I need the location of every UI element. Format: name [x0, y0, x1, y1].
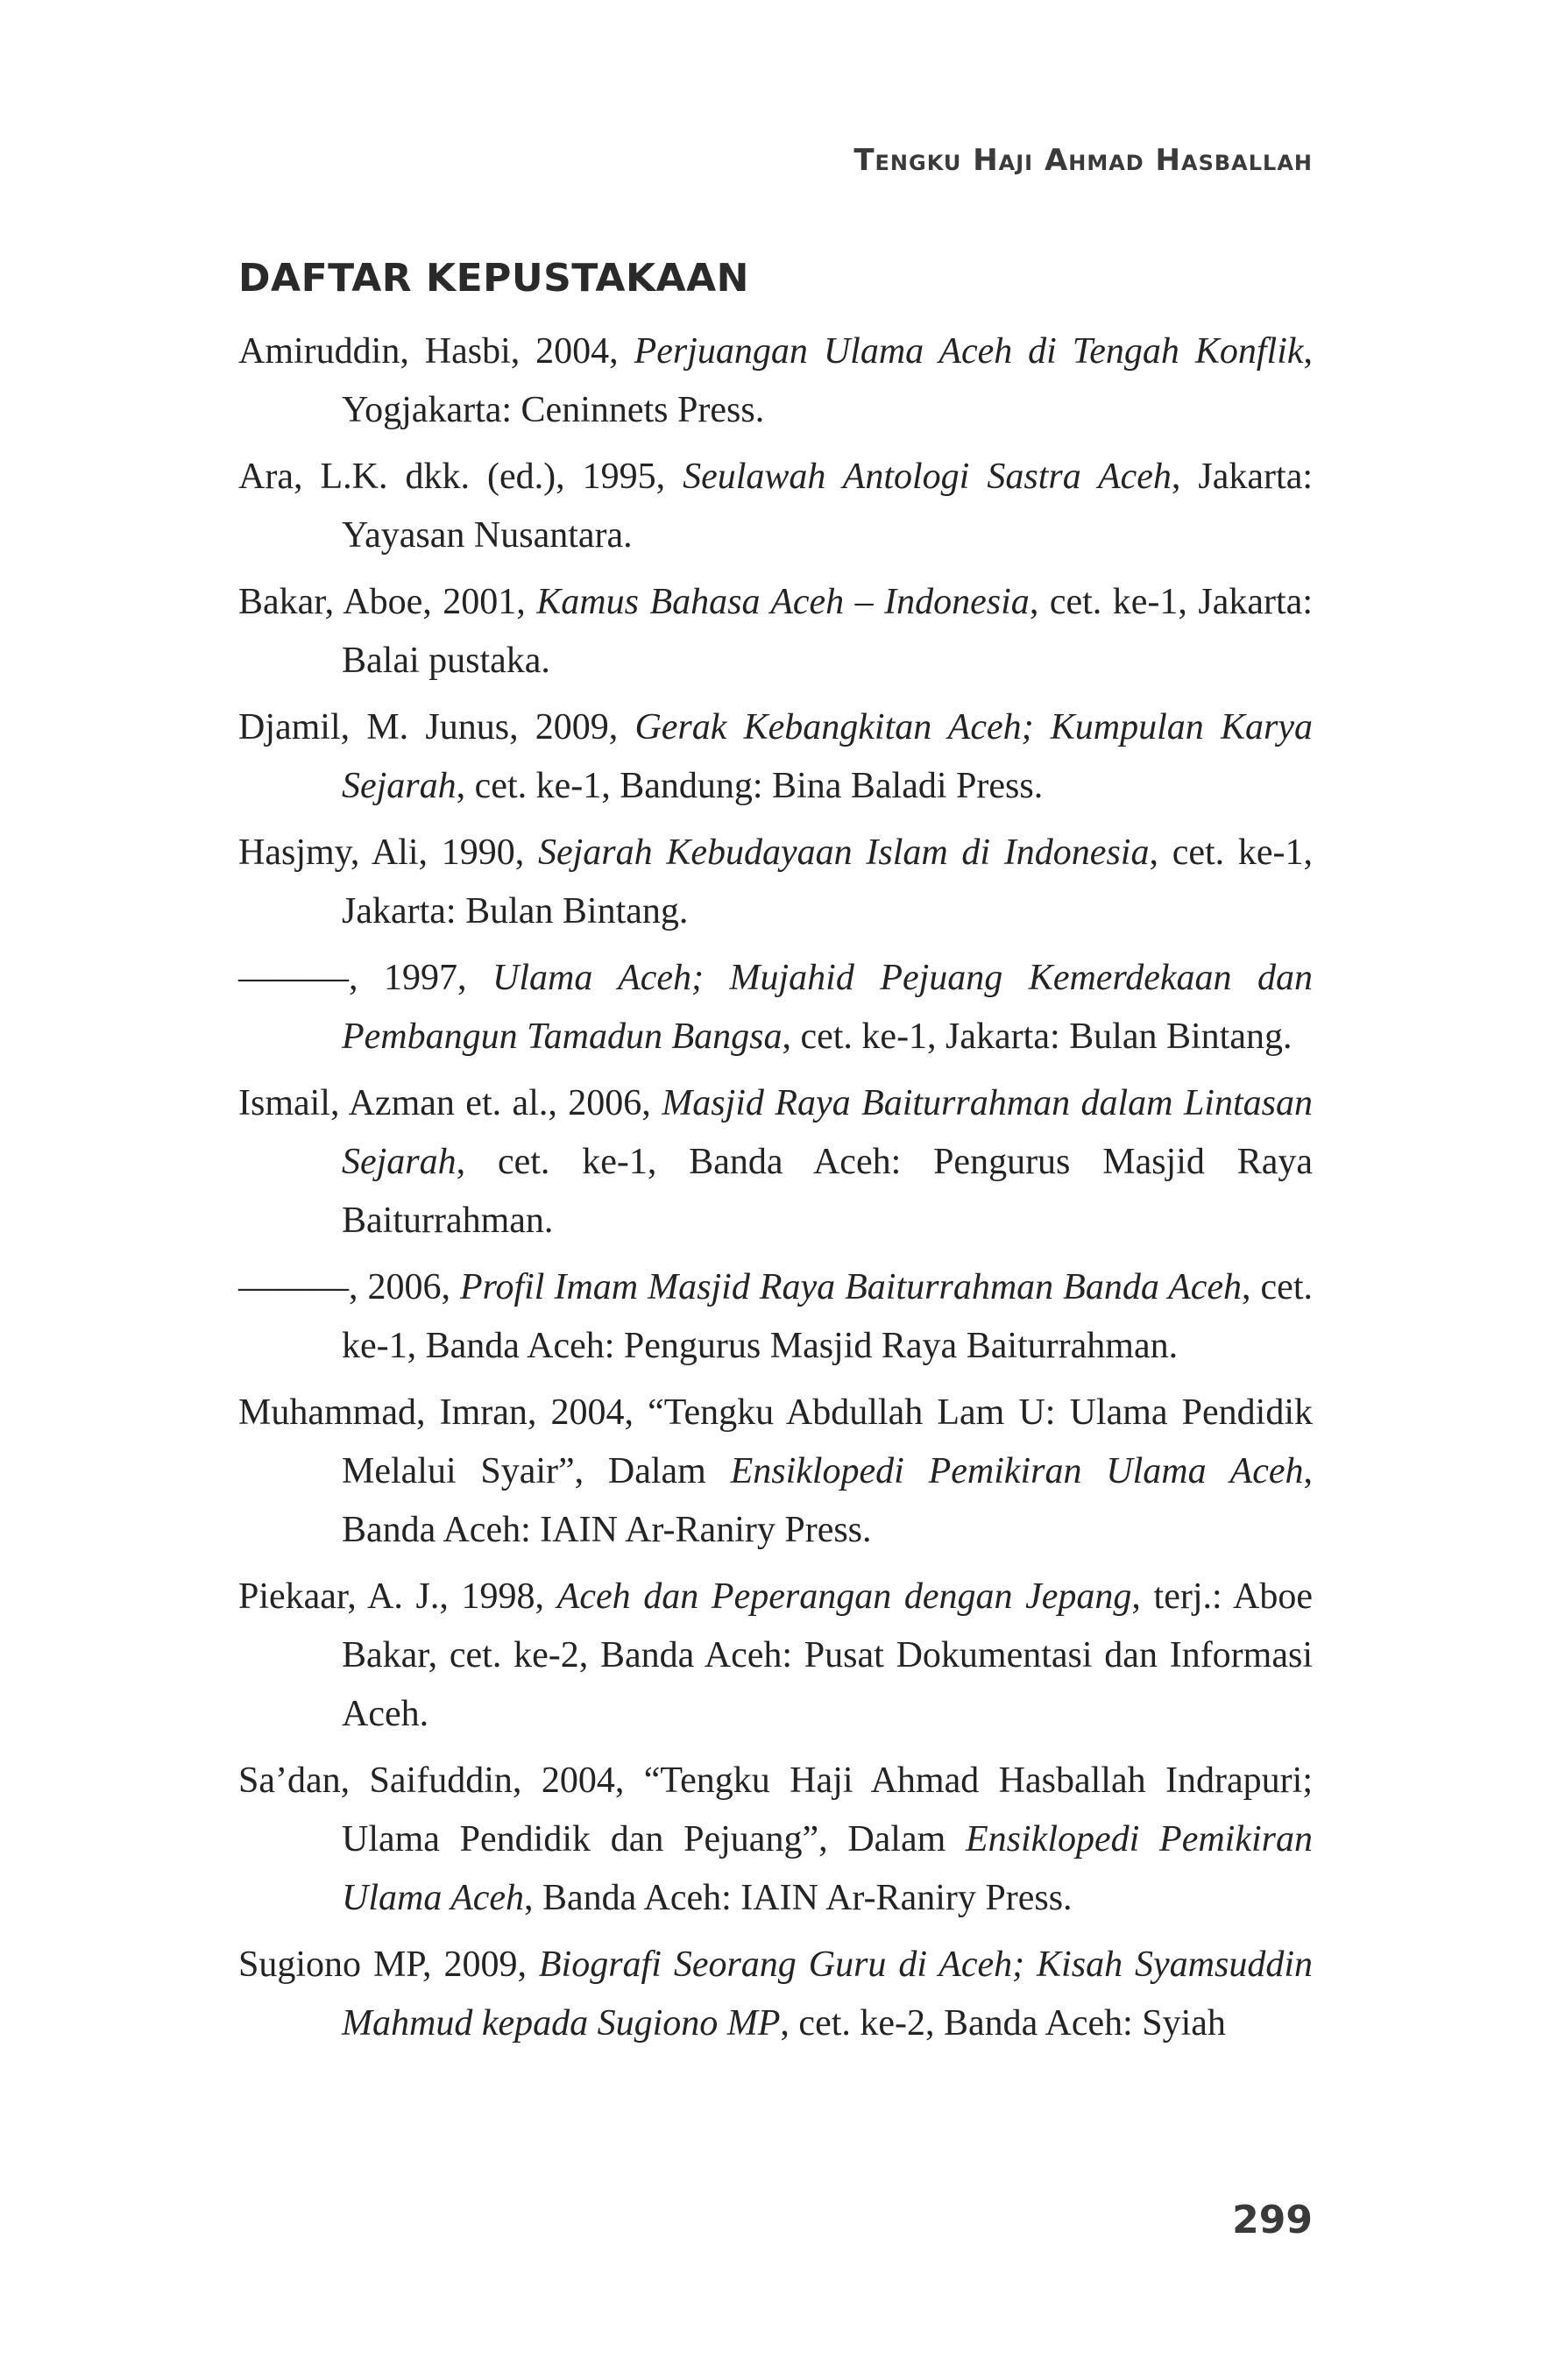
section-title: DAFTAR KEPUSTAKAAN	[238, 256, 749, 301]
entry-text: , cet. ke-1, Banda Aceh: Pengurus Masjid Raya Baiturrahman.	[342, 1267, 1313, 1366]
entry-text: Ara, L.K. dkk. (ed.), 1995,	[238, 457, 683, 497]
entry-title: Seulawah Antologi Sastra Aceh	[683, 457, 1172, 497]
bibliography-entry	[238, 1936, 1313, 2053]
entry-title: Ensiklopedi Pemikiran Ulama Aceh	[342, 1819, 1313, 1918]
entry-text: Bakar, Aboe, 2001,	[238, 582, 537, 622]
entry-text: , Yogjakarta: Ceninnets Press.	[342, 331, 1314, 430]
bibliography-entry	[238, 1074, 1313, 1250]
entry-text: ———, 1997,	[238, 958, 493, 998]
entry-title: Sejarah Kebudayaan Islam di Indonesia	[537, 832, 1150, 873]
entry-text: , cet. ke-1, Jakarta: Bulan Bintang.	[782, 1016, 1292, 1057]
bibliography-entry	[238, 448, 1313, 565]
entry-title: Ulama Aceh; Mujahid Pejuang Kemerdekaan dan Pembangun Tamadun Bangsa	[342, 958, 1314, 1057]
entry-text: Sa’dan, Saifuddin, 2004, “Tengku Haji Ahmad Hasballah Indrapuri; Ulama Pendidik dan Pejuang”, Dalam	[238, 1760, 1313, 1859]
entry-text: , cet. ke-1, Jakarta: Bulan Bintang.	[342, 832, 1314, 931]
entry-text: Hasjmy, Ali, 1990,	[238, 832, 538, 873]
bibliography-entry	[238, 698, 1313, 816]
entry-text: , Banda Aceh: IAIN Ar-Raniry Press.	[524, 1878, 1073, 1918]
bibliography-entry	[238, 573, 1313, 691]
entry-text: , Jakarta: Yayasan Nusantara.	[342, 457, 1314, 556]
entry-text: Muhammad, Imran, 2004, “Tengku Abdullah Lam U: Ulama Pendidik Melalui Syair”, Dalam	[238, 1392, 1313, 1491]
entry-title: Perjuangan Ulama Aceh di Tengah Konflik	[634, 331, 1304, 372]
entry-text: Djamil, M. Junus, 2009,	[238, 707, 635, 747]
entry-text: , terj.: Aboe Bakar, cet. ke-2, Banda Aceh: Pusat Dokumentasi dan Informasi Aceh.	[342, 1576, 1313, 1734]
entry-text: , Banda Aceh: IAIN Ar-Raniry Press.	[342, 1451, 1313, 1550]
entry-text: , cet. ke-1, Bandung: Bina Baladi Press.	[456, 766, 1044, 806]
entry-title: Ensiklopedi Pemikiran Ulama Aceh	[730, 1451, 1304, 1491]
entry-title: Gerak Kebangkitan Aceh; Kumpulan Karya Sejarah	[342, 707, 1313, 806]
entry-text: Sugiono MP, 2009,	[238, 1944, 539, 1985]
bibliography-entry	[238, 322, 1313, 440]
bibliography-entry	[238, 1752, 1313, 1928]
entry-text: Amiruddin, Hasbi, 2004,	[238, 331, 634, 372]
entry-title: Aceh dan Peperangan dengan Jepang	[556, 1576, 1132, 1617]
entry-text: , cet. ke-1, Jakarta: Balai pustaka.	[342, 582, 1313, 681]
entry-text: Piekaar, A. J., 1998,	[238, 1576, 557, 1617]
entry-title: Profil Imam Masjid Raya Baiturrahman Banda Aceh	[460, 1267, 1243, 1307]
bibliography-entry	[238, 1258, 1313, 1376]
bibliography-entry	[238, 949, 1313, 1066]
bibliography-entry	[238, 1568, 1313, 1744]
bibliography-entry	[238, 824, 1313, 941]
page-number: 299	[1232, 2198, 1313, 2242]
bibliography-list	[238, 322, 1313, 2061]
running-head: Tengku Haji Ahmad Hasballah	[853, 143, 1313, 178]
entry-text: , cet. ke-1, Banda Aceh: Pengurus Masjid Raya Baiturrahman.	[342, 1142, 1313, 1241]
entry-title: Biografi Seorang Guru di Aceh; Kisah Syamsuddin Mahmud kepada Sugiono MP	[342, 1944, 1313, 2044]
bibliography-entry	[238, 1384, 1313, 1560]
entry-text: ———, 2006,	[238, 1267, 461, 1307]
entry-text: Ismail, Azman et. al., 2006,	[238, 1083, 662, 1123]
entry-text: , cet. ke-2, Banda Aceh: Syiah	[780, 2003, 1226, 2044]
entry-title: Kamus Bahasa Aceh – Indonesia	[536, 582, 1030, 622]
entry-title: Masjid Raya Baiturrahman dalam Lintasan Sejarah	[342, 1083, 1313, 1182]
